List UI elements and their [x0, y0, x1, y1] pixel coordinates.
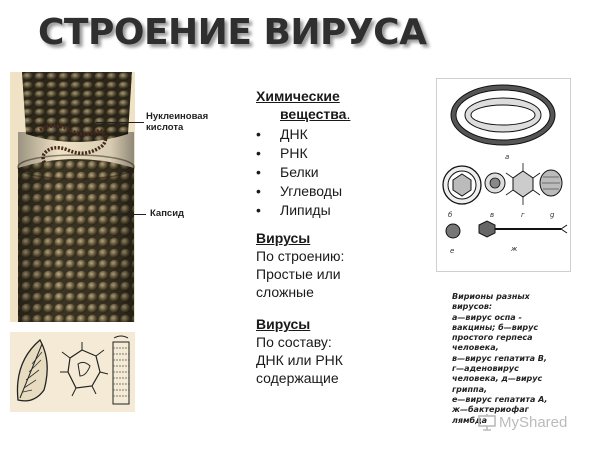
chem-heading-dot: .: [346, 106, 351, 122]
label-d: g: [550, 211, 555, 219]
chem-heading-line2: вещества: [280, 106, 347, 122]
caption-line: г—аденовирус: [452, 364, 519, 374]
label-v: в: [490, 211, 495, 219]
chem-list: [256, 125, 350, 220]
composition-line3: содержащие: [256, 370, 339, 386]
virions-diagram: [436, 78, 571, 272]
composition-block: [256, 315, 426, 387]
caption-line: вакцины; б—вирус: [452, 322, 539, 332]
structure-heading: Вирусы: [256, 230, 311, 246]
label-a: а: [505, 153, 510, 161]
list-item: • Белки: [256, 163, 350, 182]
caption-line: е—вирус гепатита А,: [452, 394, 548, 404]
caption-line: лямбда: [452, 415, 487, 425]
label-e: е: [450, 247, 455, 255]
slide-title: СТРОЕНИЕ ВИРУСА: [38, 12, 427, 53]
caption-line: в—вирус гепатита В,: [452, 353, 547, 363]
nucleic-acid-label: Нуклеиновая кислота: [146, 111, 209, 133]
caption-line: гриппа,: [452, 384, 488, 394]
list-item: • РНК: [256, 144, 350, 163]
caption-line: вирусов:: [452, 302, 493, 312]
label-zh: ж: [511, 245, 518, 253]
list-item: • ДНК: [256, 125, 350, 144]
virions-caption: [452, 292, 572, 426]
virus-structure-photo: [10, 72, 135, 322]
label-b: б: [448, 211, 453, 219]
presentation-icon: [478, 413, 496, 431]
caption-line: человека,: [452, 343, 499, 353]
capsid-label: Капсид: [150, 208, 185, 219]
virus-shapes-sketch: [10, 332, 135, 412]
chem-heading-line2-wrap: [256, 105, 350, 123]
chem-heading-line1: Химические: [256, 88, 340, 104]
watermark: [478, 412, 567, 432]
list-item: • Углеводы: [256, 182, 350, 201]
caption-line: а—вирус оспа -: [452, 312, 522, 322]
nucleic-acid-pointer: [96, 122, 144, 123]
chemical-substances-block: [256, 87, 350, 220]
watermark-text: MyShared: [499, 413, 568, 431]
structure-line2: Простые или: [256, 266, 341, 282]
structure-block: [256, 229, 426, 301]
caption-line: человека, д—вирус: [452, 374, 543, 384]
caption-line: ж—бактериофаг: [452, 405, 529, 415]
capsid-illustration: [10, 72, 135, 322]
composition-line2: ДНК или РНК: [256, 352, 343, 368]
caption-line: простого герпеса: [452, 333, 533, 343]
composition-line1: По составу:: [256, 334, 332, 350]
label-g: г: [521, 211, 525, 219]
caption-line: Вирионы разных: [452, 292, 530, 301]
structure-line3: сложные: [256, 284, 314, 300]
capsid-pointer: [110, 214, 146, 215]
composition-heading: Вирусы: [256, 316, 311, 332]
structure-line1: По строению:: [256, 248, 345, 264]
list-item: • Липиды: [256, 201, 350, 220]
virus-shapes-drawing: [10, 332, 135, 412]
virions-drawing: [437, 79, 570, 271]
